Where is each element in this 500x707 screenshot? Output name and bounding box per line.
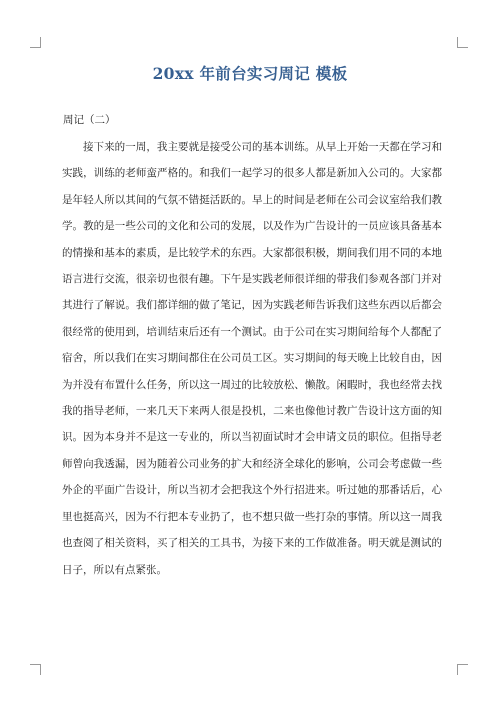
crop-mark-top-left <box>30 37 41 48</box>
document-title: 20xx 年前台实习周记 模板 <box>152 64 348 83</box>
body-paragraph: 接下来的一周，我主要就是接受公司的基本训练。从早上开始一天都在学习和实践，训练的老师蛮严格的。和我们一起学习的很多人都是新加入公司的。大家都是年轻人所以其间的气氛不错挺活跃的。早上的时间是老师在公司会议室给我们教学。教的是一些公司的文化和公司的发展，以及作为广告设计的一员应该具备基本的情操和基本的素质，是比较学术的东西。大家都很积极，期间我们用不同的本地语言进行交流，很亲切也很有趣。下午是实践老师很详细的带我们参观各部门并对其进行了解说。我们都详细的做了笔记，因为实践老师告诉我们这些东西以后都会很经常的使用到，培训结束后还有一个测试。由于公司在实习期间给每个人都配了宿舍，所以我们在实习期间都住在公司员工区。实习期间的每天晚上比较自由，因为并没有布置什么任务，所以这一周过的比较放松、懒散。闲暇时，我也经常去找我的指导老师，一来几天下来两人很是投机，二来也像他讨教广告设计这方面的知识。因为本身并不是这一专业的，所以当初面试时才会申请文员的职位。但指导老师曾向我透漏，因为随着公司业务的扩大和经济全球化的影响，公司会考虑做一些外企的平面广告设计，所以当初才会把我这个外行招进来。听过她的那番话后，心里也挺高兴，因为不行把本专业扔了，也不想只做一些打杂的事情。所以这一周我也查阅了相关资料，买了相关的工具书，为接下来的工作做准备。明天就是测试的日子，所以有点紧张。 <box>62 141 442 576</box>
crop-mark-bottom-right <box>457 664 468 675</box>
crop-mark-top-right <box>457 37 468 48</box>
crop-mark-bottom-left <box>30 664 41 675</box>
section-heading: 周记（二） <box>63 114 116 126</box>
